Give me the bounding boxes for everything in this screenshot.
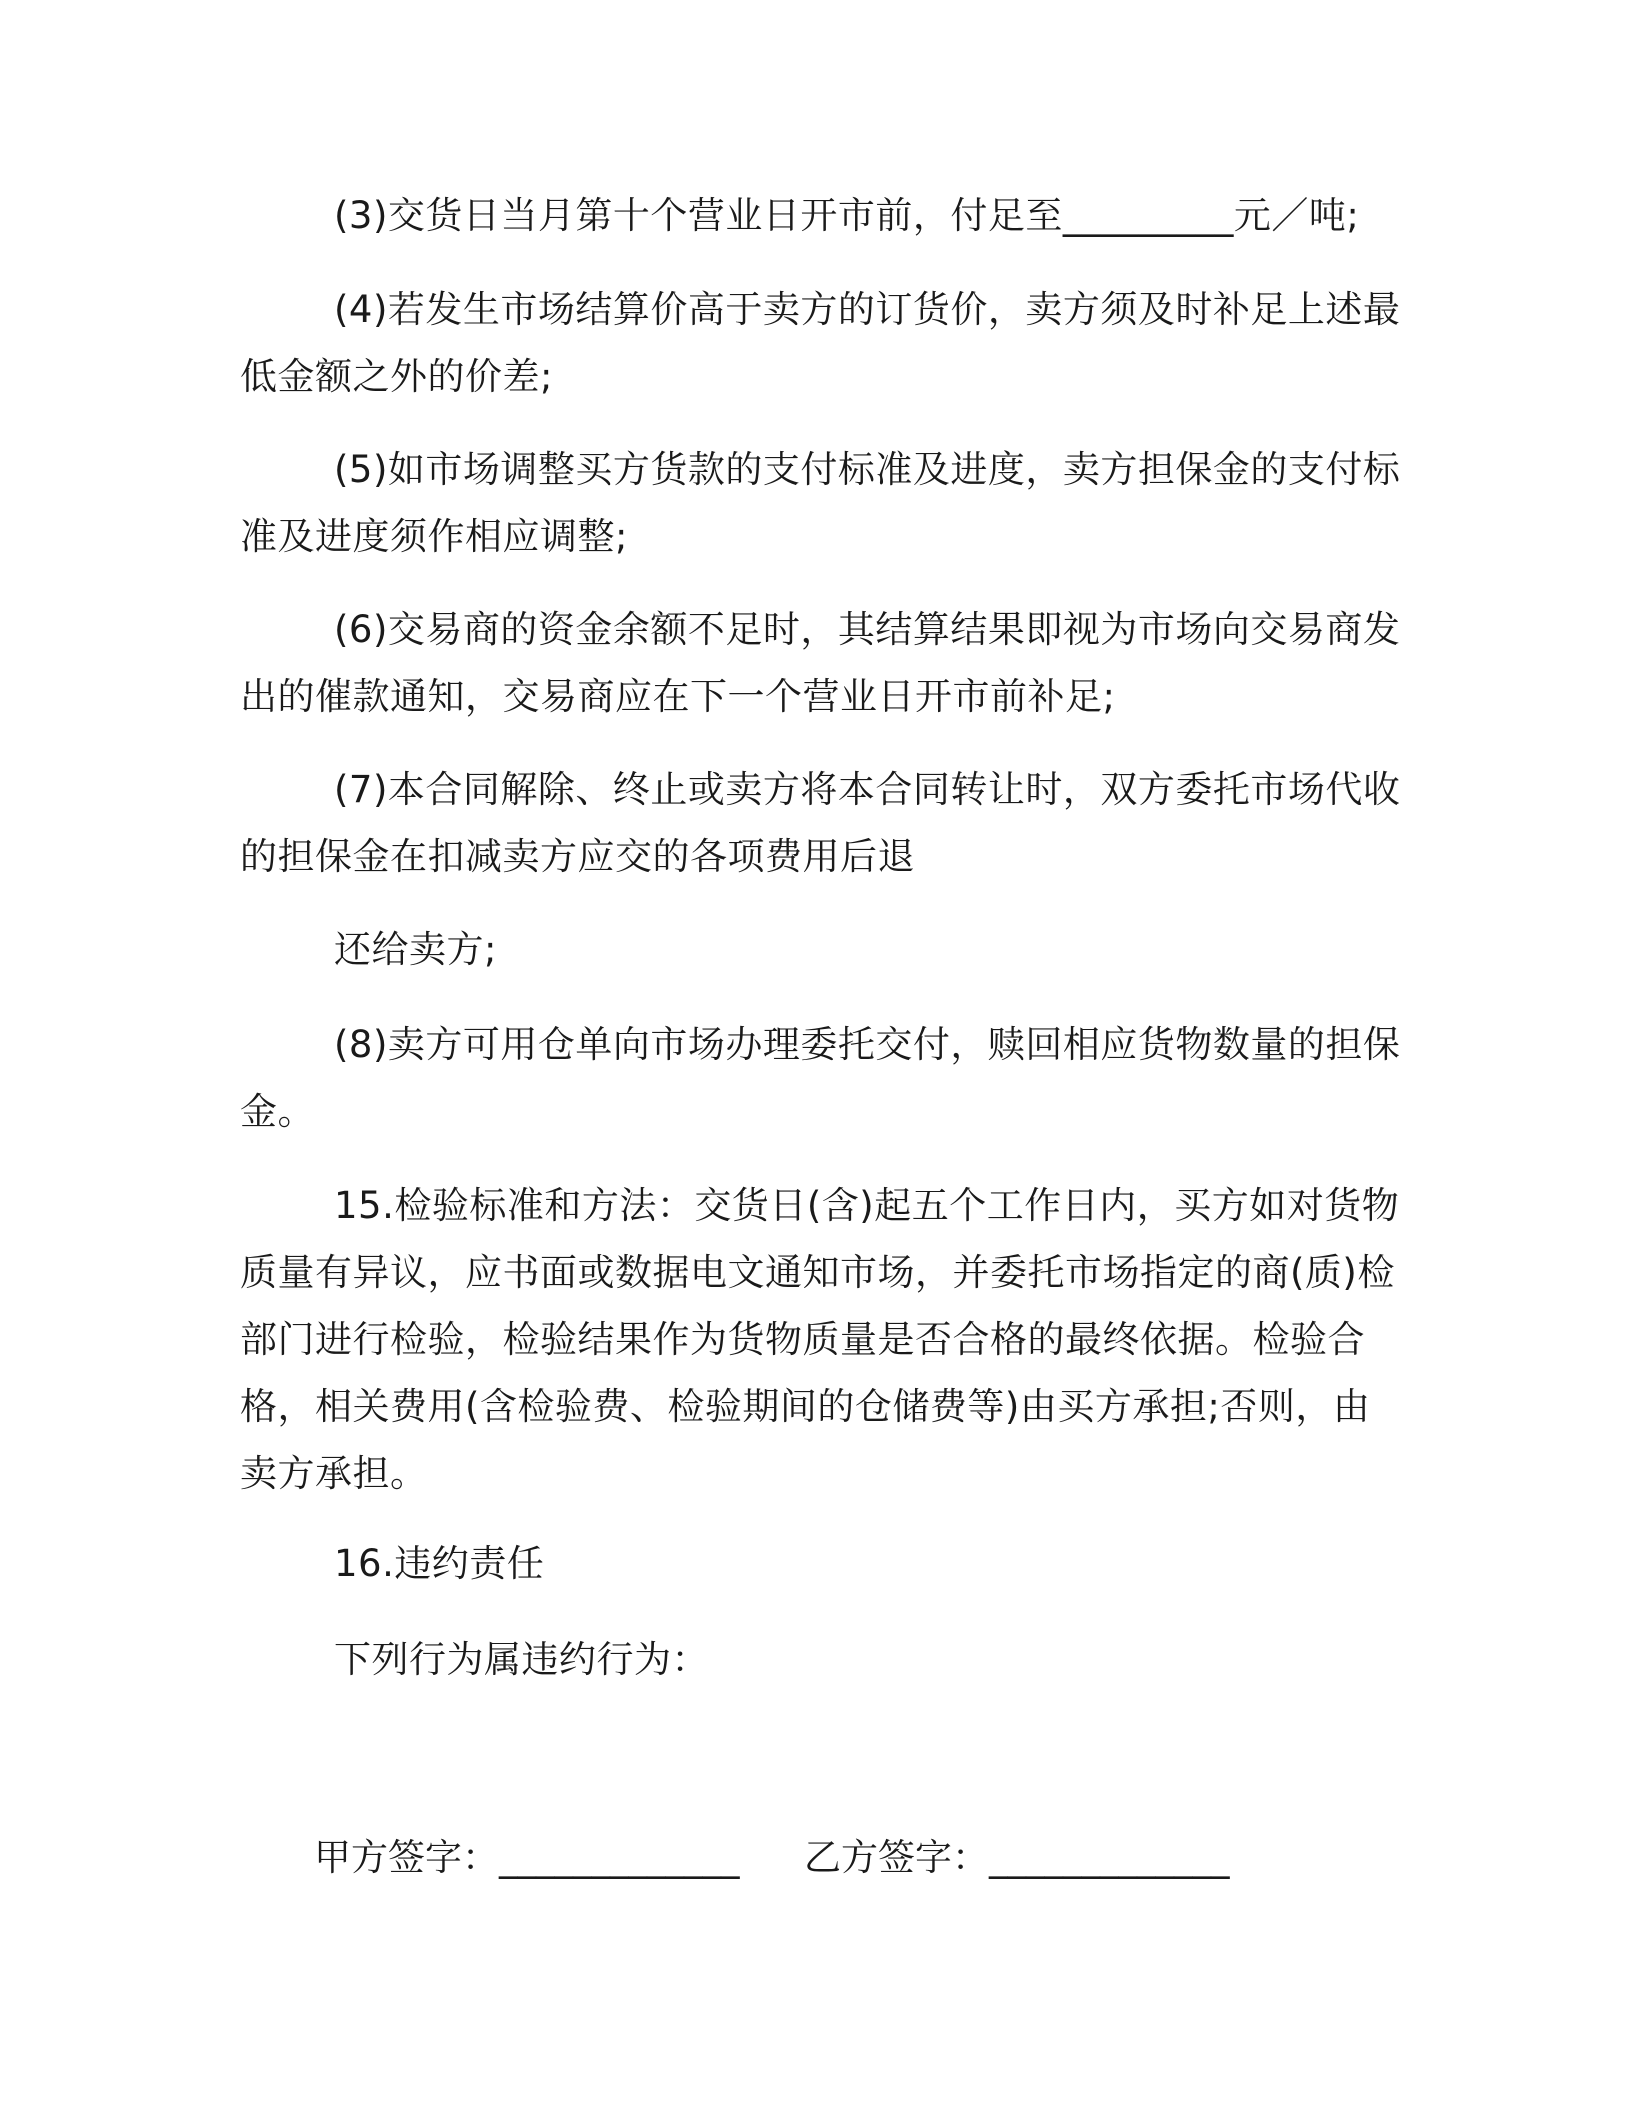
paragraph-7	[240, 756, 1401, 890]
paragraph-line: (8)卖方可用仓单向市场办理委托交付，赎回相应货物数量的担保	[334, 1023, 1401, 1066]
paragraph-8	[240, 1011, 1401, 1145]
paragraph-15	[240, 1172, 1400, 1507]
paragraph-line: 的担保金在扣减卖方应交的各项费用后退	[240, 835, 915, 878]
paragraph-6	[240, 596, 1401, 730]
party-a-signature: 甲方签字：_____________	[314, 1836, 740, 1879]
paragraph-line: (4)若发生市场结算价高于卖方的订货价，卖方须及时补足上述最	[334, 288, 1401, 331]
paragraph-line: 部门进行检验，检验结果作为货物质量是否合格的最终依据。检验合	[240, 1318, 1365, 1361]
paragraph-16-heading	[240, 1530, 1390, 1597]
paragraph-5	[240, 436, 1401, 570]
paragraph-line: 准及进度须作相应调整;	[240, 515, 628, 558]
paragraph-line: (5)如市场调整买方货款的支付标准及进度，卖方担保金的支付标	[334, 448, 1401, 491]
paragraph-line: 低金额之外的价差;	[240, 355, 553, 398]
paragraph-line: 出的催款通知，交易商应在下一个营业日开市前补足;	[240, 675, 1116, 718]
paragraph-7-continued	[240, 916, 1390, 983]
paragraph-line: 15.检验标准和方法：交货日(含)起五个工作日内，买方如对货物	[334, 1184, 1400, 1227]
paragraph-3	[240, 182, 1390, 249]
paragraph-line: 下列行为属违约行为：	[334, 1638, 709, 1681]
party-b-signature: 乙方签字：_____________	[804, 1836, 1230, 1879]
paragraph-line: 格，相关费用(含检验费、检验期间的仓储费等)由买方承担;否则，由	[240, 1385, 1371, 1428]
paragraph-line: 16.违约责任	[334, 1542, 545, 1585]
paragraph-line: 卖方承担。	[240, 1452, 428, 1495]
paragraph-line: 金。	[240, 1090, 315, 1133]
paragraph-line: (6)交易商的资金余额不足时，其结算结果即视为市场向交易商发	[334, 608, 1401, 651]
paragraph-line: (7)本合同解除、终止或卖方将本合同转让时，双方委托市场代收	[334, 768, 1401, 811]
paragraph-line: 质量有异议，应书面或数据电文通知市场，并委托市场指定的商(质)检	[240, 1251, 1395, 1294]
paragraph-line: 还给卖方;	[334, 928, 497, 971]
paragraph-4	[240, 276, 1401, 410]
paragraph-16-intro	[240, 1626, 1390, 1693]
paragraph-line: (3)交货日当月第十个营业日开市前，付足至_________元／吨;	[334, 194, 1360, 237]
